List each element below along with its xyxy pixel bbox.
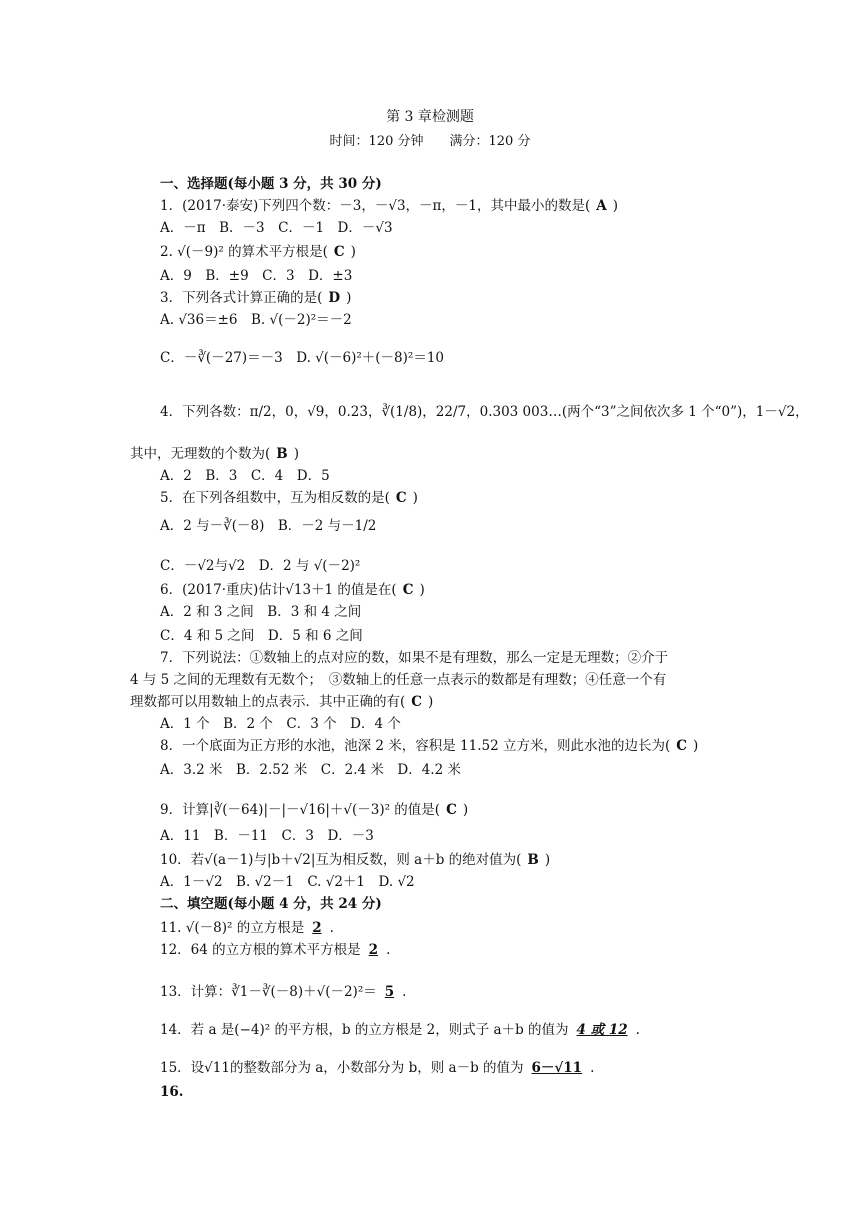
page-title: 第 3 章检测题: [386, 109, 474, 125]
question-line: [160, 1058, 594, 1078]
question-line: [160, 648, 668, 668]
answer-blank: 2: [312, 920, 322, 936]
closing-mark: .: [329, 920, 334, 936]
answer-choice: C: [446, 802, 457, 818]
question-line: [160, 288, 351, 308]
question-line: [160, 736, 698, 756]
section-heading: [160, 174, 382, 194]
line-text: A．2 和 3 之间 B．3 和 4 之间: [160, 604, 362, 620]
answer-choice: B: [527, 852, 539, 868]
question-line: [160, 348, 444, 368]
line-text: A．－π B．－3 C．－1 D．－√3: [160, 220, 393, 236]
line-text: 10．若√(a－1)与|b＋√2|互为相反数，则 a＋b 的绝对值为(: [160, 852, 522, 868]
line-text: 7．下列说法：①数轴上的点对应的数，如果不是有理数，那么一定是无理数；②介于: [160, 650, 669, 666]
line-text: 其中，无理数的个数为(: [130, 446, 271, 462]
section-heading: [160, 894, 382, 914]
line-text: 12．64 的立方根的算术平方根是: [160, 942, 361, 958]
closing-mark: ): [462, 802, 469, 818]
answer-choice: C: [411, 694, 423, 710]
answer-blank: 6－√11: [531, 1060, 583, 1076]
closing-mark: ): [544, 852, 551, 868]
closing-mark: ): [428, 694, 434, 710]
closing-mark: ): [419, 582, 425, 598]
question-line: [160, 196, 618, 216]
answer-choice: C: [676, 738, 688, 754]
answer-blank: 2: [368, 942, 379, 958]
answer-choice: B: [276, 446, 288, 462]
line-text: C．4 和 5 之间 D．5 和 6 之间: [160, 628, 363, 644]
line-text: 14．若 a 是(−4)² 的平方根，b 的立方根是 2，则式子 a＋b 的值为: [160, 1022, 569, 1038]
line-text: A. √36＝±6 B. √(－2)²＝－2: [160, 312, 352, 328]
question-line: [160, 242, 356, 262]
line-text: 4．下列各数：π/2，0，√9，0.23̇，∛(1/8)，22/7，0.303 003…(两个“3”之间依次多 1 个“0”)，1－√2，: [160, 404, 809, 420]
line-text: A．3.2 米 B．2.52 米 C．2.4 米 D．4.2 米: [160, 762, 461, 778]
closing-mark: .: [590, 1060, 595, 1076]
question-line: [160, 760, 461, 780]
answer-choice: C: [402, 582, 414, 598]
line-text: A．2 B．3 C．4 D．5: [160, 468, 330, 484]
closing-mark: .: [635, 1022, 640, 1038]
line-text: A．1－√2 B. √2－1 C. √2＋1 D. √2: [160, 874, 415, 890]
line-text: 11. √(－8)² 的立方根是: [160, 920, 305, 936]
question-line: [160, 402, 809, 422]
answer-choice: C: [395, 490, 407, 506]
line-text: A．2 与－∛(－8) B．－2 与－1/2: [160, 518, 377, 534]
closing-mark: .: [402, 984, 407, 1000]
line-text: 13．计算：∛1－∛(－8)＋√(－2)²＝: [160, 984, 377, 1000]
line-text: C．－∛(－27)＝－3 D. √(－6)²＋(－8)²＝10: [160, 350, 445, 366]
question-line: [160, 850, 550, 870]
question-line: [160, 872, 415, 892]
question-line: [160, 556, 360, 576]
question-line: [160, 982, 406, 1002]
line-text: 9．计算|∛(－64)|－|－√16|＋√(－3)² 的值是(: [160, 802, 441, 818]
question-line: [160, 940, 390, 960]
answer-choice: D: [328, 290, 341, 306]
closing-mark: ): [346, 290, 352, 306]
line-text: 一、选择题(每小题 3 分，共 30 分): [160, 176, 382, 192]
line-text: 1．(2017·泰安)下列四个数：－3，－√3，－π，－1，其中最小的数是(: [160, 198, 591, 214]
line-text: A．1 个 B．2 个 C．3 个 D．4 个: [160, 716, 401, 732]
question-line: [160, 826, 374, 846]
question-line: [160, 218, 393, 238]
answer-choice: C: [333, 244, 345, 260]
question-line: [160, 466, 330, 486]
question-line: [160, 602, 361, 622]
page-subtitle: 时间：120 分钟 满分：120 分: [329, 134, 531, 149]
line-text: A．11 B．－11 C．3 D．－3: [160, 828, 374, 844]
line-text: 6．(2017·重庆)估计√13＋1 的值是在(: [160, 582, 397, 598]
question-line: [160, 626, 363, 646]
answer-blank: 5: [384, 984, 395, 1000]
line-text: 理数都可以用数轴上的点表示．其中正确的有(: [130, 694, 406, 710]
line-text: 4 与 5 之间的无理数有无数个； ③数轴上的任意一点表示的数都是有理数；④任意一个有: [130, 672, 667, 688]
closing-mark: ): [350, 244, 356, 260]
answer-blank: 4 或 12: [576, 1022, 628, 1038]
question-line: [130, 670, 666, 690]
line-text: 2. √(－9)² 的算术平方根是(: [160, 244, 328, 260]
question-line: [160, 266, 352, 286]
question-line: [160, 580, 425, 600]
question-line: [130, 444, 299, 464]
line-text: 3．下列各式计算正确的是(: [160, 290, 323, 306]
line-text: A．9 B．±9 C．3 D．±3: [160, 268, 353, 284]
closing-mark: ): [412, 490, 418, 506]
line-text: 5．在下列各组数中，互为相反数的是(: [160, 490, 390, 506]
question-line: [130, 692, 433, 712]
closing-mark: .: [386, 942, 391, 958]
question-line: [160, 800, 468, 820]
answer-choice: A: [596, 198, 607, 214]
question-line: [160, 310, 352, 330]
question-line: [160, 488, 418, 508]
line-text: C．－√2与√2 D．2 与 √(－2)²: [160, 558, 361, 574]
question-line: [160, 918, 334, 938]
section-heading: [160, 1082, 184, 1102]
closing-mark: ): [693, 738, 699, 754]
line-text: 15．设√11的整数部分为 a，小数部分为 b，则 a－b 的值为: [160, 1060, 524, 1076]
closing-mark: ): [612, 198, 619, 214]
question-line: [160, 714, 401, 734]
closing-mark: ): [293, 446, 299, 462]
question-line: [160, 516, 376, 536]
line-text: 16.: [160, 1084, 184, 1100]
question-line: [160, 1020, 640, 1040]
line-text: 二、填空题(每小题 4 分，共 24 分): [160, 896, 382, 912]
line-text: 8．一个底面为正方形的水池，池深 2 米，容积是 11.52 立方米，则此水池的边长为(: [160, 738, 671, 754]
